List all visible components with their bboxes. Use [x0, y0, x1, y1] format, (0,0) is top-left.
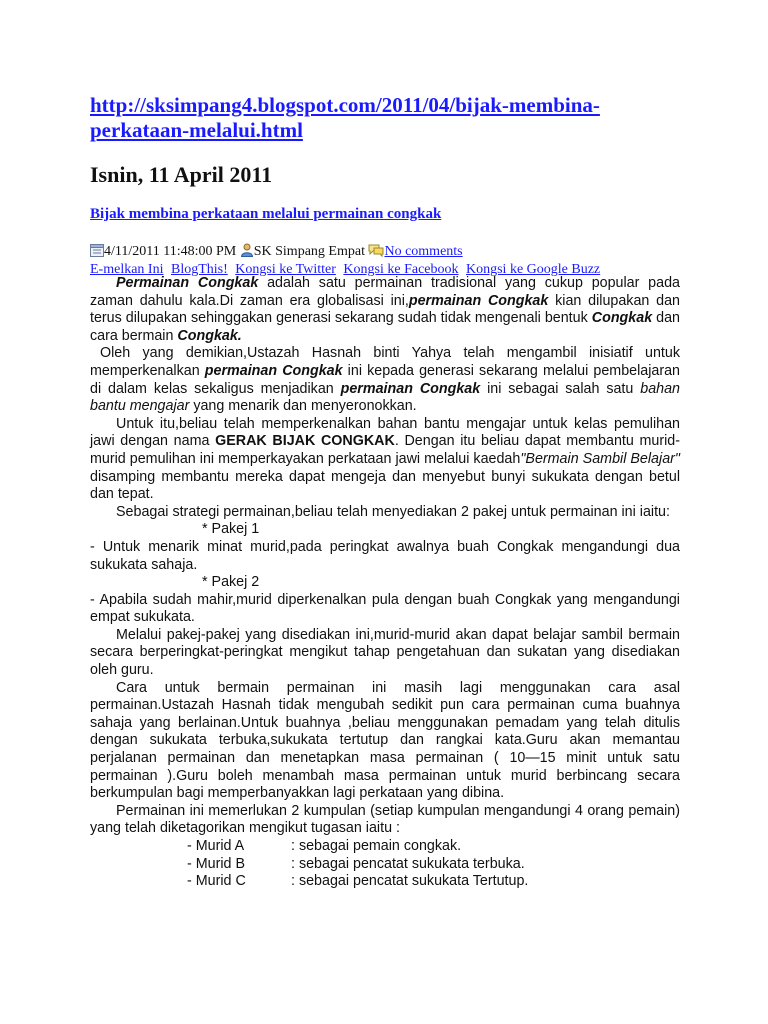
url-line-2[interactable]: perkataan-melalui.html [90, 118, 303, 142]
facebook-share-link[interactable]: Kongsi ke Facebook [343, 262, 459, 277]
pakej-1-label: * Pakej 1 [202, 521, 260, 538]
post-timestamp: 4/11/2011 11:48:00 PM [104, 244, 237, 259]
article-body [90, 275, 680, 891]
role-row: - Murid C : sebagai pencatat sukukata Tertutup. [187, 873, 529, 890]
comments-link[interactable]: No comments [384, 244, 463, 259]
pakej-2-label: * Pakej 2 [202, 574, 260, 591]
comment-icon [368, 243, 384, 262]
paragraph-3: Untuk itu,beliau telah memperkenalkan bahan bantu mengajar untuk kelas pemulihan jawi dengan nama GERAK BIJAK CONGKAK. Dengan itu beliau dapat membantu murid-murid pemulihan ini memperkayakan perkataan jawi melalui kaedah"Bermain Sambil Belajar" disamping membantu mereka dapat mengeja dan menyebut bunyi sukukata dengan betul dan tepat. [90, 415, 680, 503]
twitter-share-link[interactable]: Kongsi ke Twitter [235, 262, 336, 277]
blogthis-link[interactable]: BlogThis! [170, 262, 228, 277]
buzz-share-link[interactable]: Kongsi ke Google Buzz [466, 262, 601, 277]
post-title-link[interactable]: Bijak membina perkataan melalui permainan congkak [90, 206, 442, 222]
url-line-1[interactable]: http://sksimpang4.blogspot.com/2011/04/bijak-membina- [90, 93, 600, 117]
role-row: - Murid B : sebagai pencatat sukukata terbuka. [187, 855, 525, 872]
pakej-2-text: - Apabila sudah mahir,murid diperkenalkan pula dengan buah Congkak yang mengandungi empat sukukata. [90, 591, 680, 626]
paragraph-2: Oleh yang demikian,Ustazah Hasnah binti Yahya telah mengambil inisiatif untuk memperkenalkan permainan Congkak ini kepada generasi sekarang melalui pembelajaran di dalam kelas sekaligus menjadikan permainan Congkak ini sebagai salah satu bahan bantu mengajar yang menarik dan menyeronokkan. [90, 345, 681, 415]
paragraph-7: Permainan ini memerlukan 2 kumpulan (setiap kumpulan mengandungi 4 orang pemain) yang telah diketagorikan mengikut tugasan iaitu : [90, 802, 680, 837]
user-icon [240, 243, 254, 262]
email-share-link[interactable]: E-melkan Ini [90, 262, 164, 277]
post-author: SK Simpang Empat [253, 244, 365, 259]
post-date: Isnin, 11 April 2011 [90, 162, 273, 187]
calendar-icon [90, 243, 104, 262]
source-url-link[interactable] [90, 93, 690, 143]
paragraph-6: Cara untuk bermain permainan ini masih lagi menggunakan cara asal permainan.Ustazah Hasnah tidak mengubah sedikit pun cara permainan cuma buahnya sahaja yang berlainan.Untuk buahnya ,beliau menggunakan pemadam yang telah ditulis dengan sukukata terbuka,sukukata tertutup dan rangkai kata.Guru akan memantau perjalanan permainan dan menetapkan masa permainan ( 10—15 minit untuk satu permainan ).Guru boleh menambah masa permainan untuk murid berbincang secara berkumpulan bagi memperbanyakkan lagi perkataan yang dibina. [90, 679, 680, 802]
role-row: - Murid A : sebagai pemain congkak. [187, 838, 462, 854]
pakej-1-text: - Untuk menarik minat murid,pada peringkat awalnya buah Congkak mengandungi dua sukukata sahaja. [90, 538, 680, 573]
paragraph-4: Sebagai strategi permainan,beliau telah menyediakan 2 pakej untuk permainan ini iaitu: [116, 503, 670, 520]
post-meta [90, 243, 463, 262]
paragraph-5: Melalui pakej-pakej yang disediakan ini,murid-murid akan dapat belajar sambil bermain secara berperingkat-peringkat mengikut tahap pengetahuan dan sukatan yang disediakan oleh guru. [90, 626, 680, 679]
paragraph-1: Permainan Congkak adalah satu permainan tradisional yang cukup popular pada zaman dahulu kala.Di zaman era globalisasi ini,permainan Congkak kian dilupakan dan terus dilupakan sehinggakan generasi sekarang sudah tidak mengenali bentuk Congkak dan cara bermain Congkak. [90, 275, 681, 344]
